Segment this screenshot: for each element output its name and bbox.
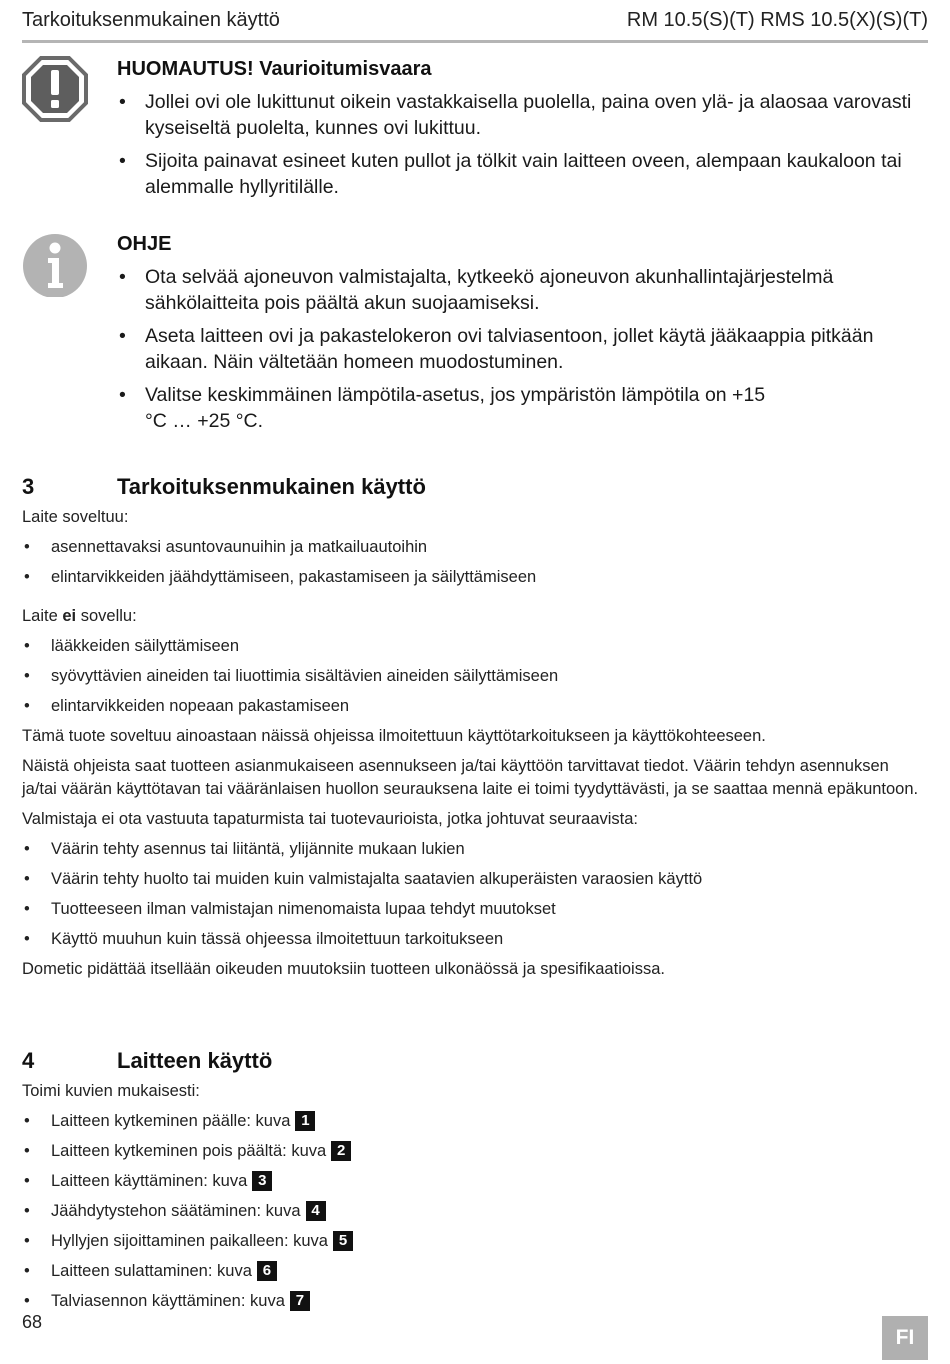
list-item: • elintarvikkeiden nopeaan pakastamiseen bbox=[22, 695, 928, 718]
figure-ref-badge: 3 bbox=[252, 1171, 272, 1191]
figure-ref-badge: 6 bbox=[257, 1261, 277, 1281]
not-suitable-list bbox=[22, 635, 928, 718]
warning-exclamation-icon bbox=[22, 56, 88, 122]
notice-list bbox=[117, 89, 928, 200]
list-item: • Väärin tehty huolto tai muiden kuin valmistajalta saatavien alkuperäisten varaosien käyttö bbox=[22, 868, 928, 891]
list-item: • Jäähdytystehon säätäminen: kuva 4 bbox=[22, 1200, 928, 1223]
list-item: • Laitteen sulattaminen: kuva 6 bbox=[22, 1260, 928, 1283]
list-item: • asennettavaksi asuntovaunuihin ja matkailuautoihin bbox=[22, 536, 928, 559]
list-item: • Laitteen käyttäminen: kuva 3 bbox=[22, 1170, 928, 1193]
page-number: 68 bbox=[22, 1312, 43, 1332]
suitable-list bbox=[22, 536, 928, 589]
list-item: • elintarvikkeiden jäähdyttämiseen, pakastamiseen ja säilyttämiseen bbox=[22, 566, 928, 589]
figure-ref-badge: 2 bbox=[331, 1141, 351, 1161]
notice-item: • Jollei ovi ole lukittunut oikein vastakkaisella puolella, paina oven ylä- ja alaosaa varovasti kyseiseltä puolelta, kunnes ovi lukittuu. bbox=[117, 89, 928, 141]
list-item: • lääkkeiden säilyttämiseen bbox=[22, 635, 928, 658]
figure-ref-badge: 7 bbox=[290, 1291, 310, 1311]
list-item: • syövyttävien aineiden tai liuottimia sisältävien aineiden säilyttämiseen bbox=[22, 665, 928, 688]
tip-list bbox=[117, 264, 928, 434]
section-title: Tarkoituksenmukainen käyttö bbox=[117, 474, 426, 499]
header-chapter-title: Tarkoituksenmukainen käyttö bbox=[22, 9, 280, 31]
usage-intro: Toimi kuvien mukaisesti: bbox=[22, 1082, 200, 1100]
intended-use-paragraph: Tämä tuote soveltuu ainoastaan näissä ohjeissa ilmoitettuun käyttötarkoitukseen ja käyttökohteeseen. bbox=[22, 727, 766, 745]
section-number: 4 bbox=[22, 1048, 35, 1073]
notice-title: HUOMAUTUS! Vaurioitumisvaara bbox=[117, 58, 432, 80]
notice-body bbox=[117, 56, 928, 207]
figure-ref-badge: 5 bbox=[333, 1231, 353, 1251]
closing-paragraph: Dometic pidättää itsellään oikeuden muutoksiin tuotteen ulkonäössä ja spesifikaatioissa. bbox=[22, 960, 665, 978]
section-number: 3 bbox=[22, 474, 35, 499]
not-suitable-intro: Laite ei sovellu: bbox=[22, 607, 137, 625]
installation-paragraph: Näistä ohjeista saat tuotteen asianmukaiseen asennukseen ja/tai käyttöön tarvittavat tiedot. Väärin tehdyn asennuksen ja/tai väärän käyttötavan tai vääränlaisen huollon seurauksena laite ei toimi tyydyttävästi, ja se saattaa mennä epäkuntoon. bbox=[22, 757, 919, 798]
header-model-numbers: RM 10.5(S)(T) RMS 10.5(X)(S)(T) bbox=[626, 9, 928, 31]
section-4-body bbox=[22, 1080, 928, 1320]
list-item: • Tuotteeseen ilman valmistajan nimenomaista lupaa tehdyt muutokset bbox=[22, 898, 928, 921]
info-icon bbox=[22, 231, 88, 297]
section-3-body bbox=[22, 506, 928, 988]
liability-list bbox=[22, 838, 928, 951]
language-tab: FI bbox=[882, 1316, 928, 1360]
tip-item: • Aseta laitteen ovi ja pakastelokeron ovi talviasentoon, jollet käytä jääkaappia pitkään aikaan. Näin vältetään homeen muodostuminen. bbox=[117, 323, 928, 375]
usage-list bbox=[22, 1110, 928, 1313]
suitable-intro: Laite soveltuu: bbox=[22, 508, 129, 526]
list-item: • Laitteen kytkeminen päälle: kuva 1 bbox=[22, 1110, 928, 1133]
tip-body bbox=[117, 231, 928, 441]
list-item: • Käyttö muuhun kuin tässä ohjeessa ilmoitettuun tarkoitukseen bbox=[22, 928, 928, 951]
liability-intro: Valmistaja ei ota vastuuta tapaturmista tai tuotevaurioista, jotka johtuvat seuraavista: bbox=[22, 810, 639, 828]
page-header bbox=[22, 8, 928, 43]
notice-item: • Sijoita painavat esineet kuten pullot ja tölkit vain laitteen oveen, alempaan kaukaloon tai alemmalle hyllyritilälle. bbox=[117, 148, 928, 200]
list-item: • Hyllyjen sijoittaminen paikalleen: kuva 5 bbox=[22, 1230, 928, 1253]
figure-ref-badge: 4 bbox=[306, 1201, 326, 1221]
section-4-heading bbox=[22, 1048, 272, 1074]
list-item: • Talviasennon käyttäminen: kuva 7 bbox=[22, 1290, 928, 1313]
figure-ref-badge: 1 bbox=[295, 1111, 315, 1131]
section-3-heading bbox=[22, 474, 426, 500]
list-item: • Laitteen kytkeminen pois päältä: kuva 2 bbox=[22, 1140, 928, 1163]
tip-item: • Ota selvää ajoneuvon valmistajalta, kytkeekö ajoneuvon akunhallintajärjestelmä sähkölaitteita pois päältä akun suojaamiseksi. bbox=[117, 264, 928, 316]
section-title: Laitteen käyttö bbox=[117, 1048, 273, 1073]
list-item: • Väärin tehty asennus tai liitäntä, ylijännite mukaan lukien bbox=[22, 838, 928, 861]
tip-item: • Valitse keskimmäinen lämpötila-asetus, jos ympäristön lämpötila on +15 °C … +25 °C. bbox=[117, 382, 928, 434]
tip-title: OHJE bbox=[117, 233, 172, 255]
